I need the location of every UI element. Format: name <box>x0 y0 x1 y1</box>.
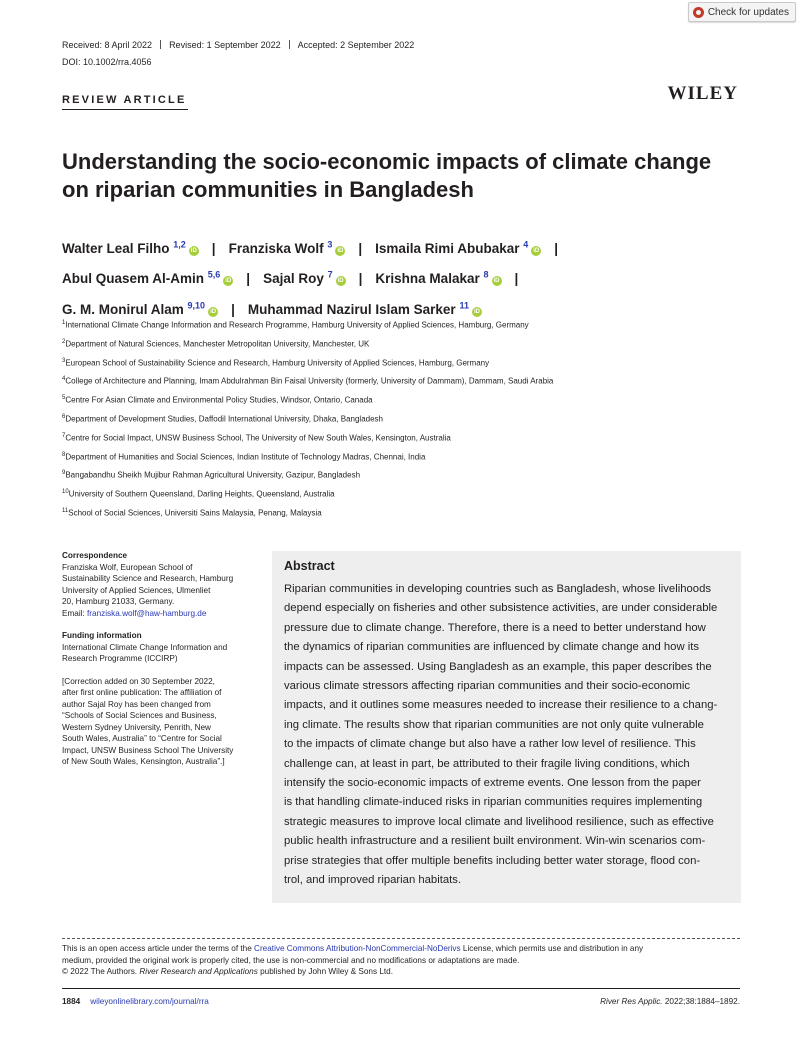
abstract-line: strategic measures to improve local climate and livelihood resilience, such as effective <box>284 815 714 828</box>
author-list <box>62 231 752 323</box>
check-for-updates-button[interactable] <box>688 2 796 22</box>
abstract-line: is that handling climate-induced risks in riparian communities requires implementing <box>284 796 703 809</box>
author[interactable]: Krishna Malakar $^8$iD <box>375 269 500 286</box>
abstract-line: to the impacts of climate change but also have a rather low level of resilience. This <box>284 738 696 751</box>
affiliation: $^8$Department of Humanities and Social Sciences, Indian Institute of Technology Madras, Chennai, India <box>62 451 426 462</box>
abstract-text <box>284 580 734 891</box>
author[interactable]: Walter Leal Filho $^{1,2}$iD <box>62 239 197 256</box>
revised-date: Revised: 1 September 2022 <box>169 40 281 50</box>
license-line: This is an open access article under the terms of the Creative Commons Attribution-NonCommercial-NoDerivs License, which permits use and distribution in any <box>62 944 644 953</box>
author-separator: | <box>358 240 363 256</box>
abstract-line: challenge can, at least in part, be attributed to their fragile living conditions, which <box>284 757 690 770</box>
sidebar-notes <box>62 550 262 768</box>
divider <box>289 40 290 49</box>
correspondence-line: University of Applied Sciences, Ulmenliet <box>62 585 211 595</box>
correction-line: Impact, UNSW Business School The University <box>62 745 234 755</box>
author-separator: | <box>358 271 363 286</box>
affiliation: $^3$European School of Sustainability Science and Research, Hamburg University of Applied Sciences, Hamburg, Germany <box>62 357 490 368</box>
abstract-line: pressure due to climate change. Therefore, there is a need to better understand how <box>284 621 706 634</box>
affiliation: $^7$Centre for Social Impact, UNSW Business School, The University of New South Wales, Kensington, Australia <box>62 432 451 443</box>
affiliation: $^{11}$School of Social Sciences, Universiti Sains Malaysia, Penang, Malaysia <box>62 507 322 518</box>
orcid-icon[interactable]: iD <box>337 247 344 254</box>
affiliation: $^2$Department of Natural Sciences, Manchester Metropolitan University, Manchester, UK <box>62 338 370 349</box>
received-date: Received: 8 April 2022 <box>62 40 153 50</box>
copyright-line: © 2022 The Authors. River Research and Applications published by John Wiley & Sons Ltd. <box>62 967 394 976</box>
page-footer <box>62 997 740 1006</box>
doi: DOI: 10.1002/rra.4056 <box>62 57 152 67</box>
license-line: medium, provided the original work is properly cited, the use is non-commercial and no modifications or adaptations are made. <box>62 955 520 965</box>
abstract-line: trol, and improved riparian habitats. <box>284 874 462 887</box>
email-link[interactable]: franziska.wolf@haw-hamburg.de <box>87 608 207 618</box>
funding-heading: Funding information <box>62 631 142 640</box>
author[interactable]: G. M. Monirul Alam $^{9,10}$iD <box>62 300 217 317</box>
author-row <box>62 262 752 293</box>
correction-line: of New South Wales, Kensington, Australia”.] <box>62 757 225 766</box>
abstract-line: impacts, and it outlines some measures needed to increase their resilience to a chang- <box>284 699 718 712</box>
correction-line: South Wales, Australia” to “Centre for Social <box>62 734 222 743</box>
orcid-icon[interactable]: iD <box>190 247 197 254</box>
title-line-1: Understanding the socio-economic impacts of climate change <box>62 149 712 174</box>
accepted-date: Accepted: 2 September 2022 <box>297 40 415 50</box>
page-number: 1884 <box>62 997 81 1006</box>
article-title <box>62 148 742 204</box>
abstract-line: impacts can be assessed. Using Bangladesh as an example, this paper describes the <box>284 660 712 673</box>
publisher-logo: WILEY <box>667 83 738 104</box>
article-type-underline <box>62 109 188 110</box>
dates-line <box>62 40 414 50</box>
author-separator: | <box>211 240 216 256</box>
journal-url-link[interactable]: wileyonlinelibrary.com/journal/rra <box>90 997 209 1006</box>
author[interactable]: Franziska Wolf $^3$iD <box>228 239 344 256</box>
affiliation: $^9$Bangabandhu Sheikh Mujibur Rahman Agricultural University, Gazipur, Bangladesh <box>62 470 361 481</box>
orcid-icon[interactable]: iD <box>337 278 344 284</box>
orcid-icon[interactable]: iD <box>473 308 480 315</box>
abstract-heading: Abstract <box>284 559 335 573</box>
author-separator: | <box>246 271 251 286</box>
affiliation: $^1$International Climate Change Information and Research Programme, Hamburg University of Applied Sciences, Hamburg, Germany <box>62 320 529 330</box>
abstract-line: various climate stressors affecting riparian communities and their socio-economic <box>284 680 691 693</box>
title-line-2: on riparian communities in Bangladesh <box>62 177 474 202</box>
crossmark-icon <box>693 7 704 18</box>
citation: River Res Applic. 2022;38:1884–1892. <box>600 997 740 1006</box>
abstract-line: public health infrastructure and a resilient built environment. Win-win scenarios com- <box>284 835 706 848</box>
author[interactable]: Abul Quasem Al-Amin $^{5,6}$iD <box>62 269 232 286</box>
author-separator: | <box>514 271 519 286</box>
abstract-line: Riparian communities in developing countries such as Bangladesh, whose livelihoods <box>284 583 712 595</box>
affiliation: $^4$College of Architecture and Planning, Imam Abdulrahman Bin Faisal University (formerly, University of Dammam), Dammam, Saudi Arabia <box>62 376 554 387</box>
affiliation: $^5$Centre For Asian Climate and Environmental Policy Studies, Windsor, Ontario, Canada <box>62 395 373 405</box>
footer-rule <box>62 988 740 989</box>
abstract-line: the dynamics of riparian communities are influenced by climate change and how its <box>284 641 700 654</box>
author-row <box>62 231 752 262</box>
correction-line: “Schools of Social Sciences and Business, <box>62 711 217 720</box>
abstract-line: ing climate. The results show that riparian communities are not only quite vulnerable <box>284 718 704 731</box>
affiliation: $^{10}$University of Southern Queensland, Darling Heights, Queensland, Australia <box>62 489 335 499</box>
orcid-icon[interactable]: iD <box>493 278 500 284</box>
correction-line: Western Sydney University, Penrith, New <box>62 722 211 732</box>
author-separator: | <box>554 240 559 256</box>
orcid-icon[interactable]: iD <box>210 308 217 315</box>
affiliation: $^6$Department of Development Studies, Daffodil International University, Dhaka, Bangladesh <box>62 413 383 424</box>
divider <box>160 40 161 49</box>
author-separator: | <box>231 301 235 317</box>
affiliation-list <box>62 316 752 523</box>
abstract-line: prise strategies that offer multiple benefits including better water storage, flood con- <box>284 854 701 867</box>
correspondence-heading: Correspondence <box>62 551 128 560</box>
correspondence-line: Sustainability Science and Research, Hamburg <box>62 574 234 583</box>
author[interactable]: Muhammad Nazirul Islam Sarker $^{11}$iD <box>247 300 480 317</box>
abstract-line: depend especially on fisheries and other subsistence activities, are under considerable <box>284 602 718 615</box>
author[interactable]: Sajal Roy $^7$iD <box>263 269 344 286</box>
abstract-line: intensify the socio-economic impacts of extreme events. One lesson from the paper <box>284 777 701 790</box>
license-notice <box>62 943 742 978</box>
cc-license-link[interactable]: Creative Commons Attribution-NonCommercial-NoDerivs <box>254 944 461 953</box>
correspondence-line: Franziska Wolf, European School of <box>62 562 193 572</box>
author[interactable]: Ismaila Rimi Abubakar $^4$iD <box>375 239 540 256</box>
orcid-icon[interactable]: iD <box>225 278 232 284</box>
funding-line: Research Programme (ICCIRP) <box>62 654 178 663</box>
correspondence-email-line: Email: franziska.wolf@haw-hamburg.de <box>62 608 207 618</box>
article-type: REVIEW ARTICLE <box>62 94 187 106</box>
correction-line: after first online publication: The affiliation of <box>62 688 222 697</box>
funding-line: International Climate Change Information and <box>62 642 228 652</box>
orcid-icon[interactable]: iD <box>533 247 540 254</box>
correspondence-line: 20, Hamburg 21033, Germany. <box>62 597 175 606</box>
correction-line: [Correction added on 30 September 2022, <box>62 676 215 686</box>
footer-left <box>62 997 209 1006</box>
license-divider <box>62 938 740 939</box>
correction-line: author Sajal Roy has been changed from <box>62 699 211 709</box>
check-for-updates-label: Check for updates <box>707 6 789 18</box>
